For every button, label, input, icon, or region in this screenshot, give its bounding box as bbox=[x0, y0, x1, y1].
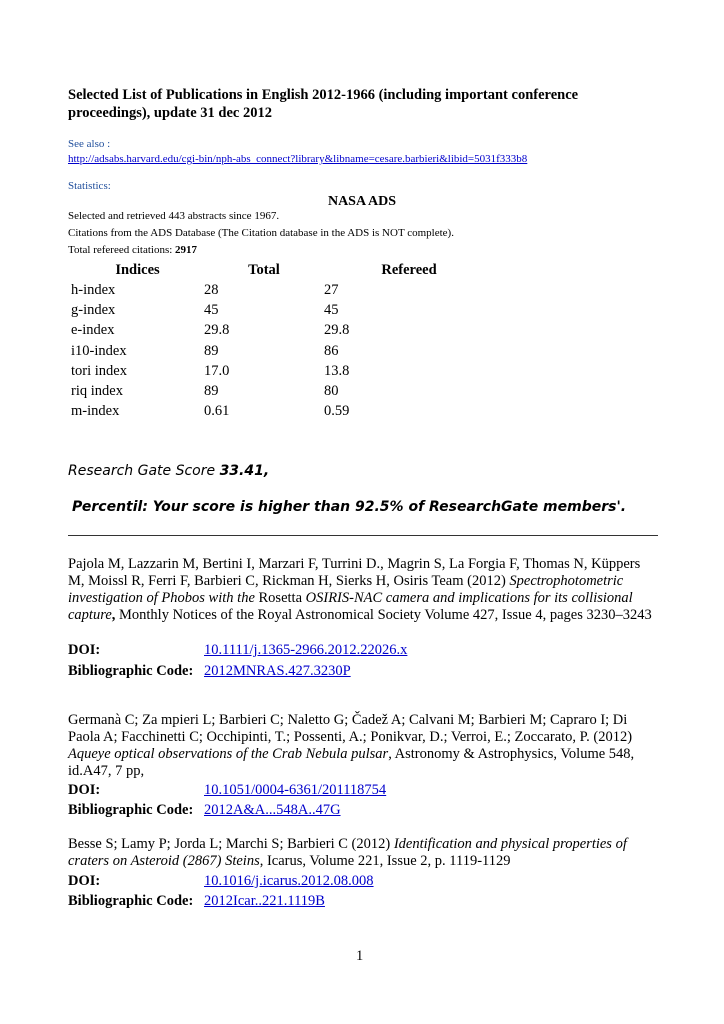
table-row bbox=[68, 321, 494, 341]
ads-abstracts-line: Selected and retrieved 443 abstracts since 1967. bbox=[68, 210, 280, 222]
publication-entry bbox=[68, 712, 658, 780]
table-row bbox=[68, 361, 494, 381]
table-row bbox=[68, 341, 494, 361]
ads-citations-line: Citations from the ADS Database (The Citation database in the ADS is NOT complete). bbox=[68, 227, 454, 239]
ads-library-link[interactable]: http://adsabs.harvard.edu/cgi-bin/nph-abs_connect?library&libname=cesare.barbieri&libid=5031f333b8 bbox=[68, 153, 528, 165]
doi-label: DOI: bbox=[68, 782, 101, 798]
index-name: m-index bbox=[71, 403, 120, 420]
publication-title-part: Spectrophotometric investigation of Phobos with the bbox=[68, 573, 624, 606]
doi-link[interactable]: 10.1051/0004-6361/201118754 bbox=[204, 782, 387, 798]
page-number: 1 bbox=[356, 948, 364, 964]
refereed-citations-label: Total refereed citations: bbox=[68, 244, 176, 256]
section-divider bbox=[68, 535, 658, 536]
header-refereed: Refereed bbox=[381, 261, 437, 278]
index-total: 28 bbox=[204, 281, 219, 298]
index-name: e-index bbox=[71, 322, 115, 339]
index-refereed: 13.8 bbox=[324, 362, 350, 379]
bibcode-label: Bibliographic Code: bbox=[68, 893, 194, 909]
publication-journal: , Icarus, Volume 221, Issue 2, p. 1119-1129 bbox=[259, 853, 511, 869]
index-total: 0.61 bbox=[204, 403, 230, 420]
researchgate-percentile: Percentil: Your score is higher than 92.5% of ResearchGate members'. bbox=[72, 499, 627, 515]
see-also-label: See also : bbox=[68, 138, 111, 150]
statistics-label: Statistics: bbox=[68, 180, 111, 192]
index-refereed: 86 bbox=[324, 342, 339, 359]
index-name: g-index bbox=[71, 301, 116, 318]
table-row bbox=[68, 300, 494, 320]
publication-journal: Monthly Notices of the Royal Astronomical Society Volume 427, Issue 4, pages 3230–3243 bbox=[115, 607, 652, 623]
bibcode-label: Bibliographic Code: bbox=[68, 663, 194, 679]
indices-table bbox=[68, 260, 494, 422]
document-title: Selected List of Publications in English 2012-1966 (including important conference proceedings), update 31 dec 2012 bbox=[68, 87, 579, 121]
indices-header-row bbox=[68, 260, 494, 280]
publication-entry bbox=[68, 556, 658, 624]
publication-authors: Pajola M, Lazzarin M, Bertini I, Marzari F, Turrini D., Magrin S, La Forgia F, Thomas N, Küppers M, Moissl R, Ferri F, Barbieri C, Rickman H, Sierks H, Osiris Team (2012) bbox=[68, 556, 641, 589]
refereed-citations-value: 2917 bbox=[175, 244, 198, 256]
bibcode-label: Bibliographic Code: bbox=[68, 802, 194, 818]
header-indices: Indices bbox=[115, 261, 160, 278]
index-name: riq index bbox=[71, 383, 123, 400]
refereed-citations-line bbox=[68, 242, 197, 258]
publication-authors: Germanà C; Za mpieri L; Barbieri C; Naletto G; Čadež A; Calvani M; Barbieri M; Capraro I; Di Paola A; Facchinetti C; Occhipinti, T.; Possenti, A.; Ponikvar, D.; Verroi, E.; Zoccarato, P. (2012) bbox=[68, 712, 633, 745]
header-total: Total bbox=[248, 261, 280, 278]
index-refereed: 45 bbox=[324, 301, 339, 318]
doi-label: DOI: bbox=[68, 873, 101, 889]
index-refereed: 27 bbox=[324, 281, 339, 298]
index-refereed: 29.8 bbox=[324, 322, 350, 339]
bibcode-link[interactable]: 2012A&A...548A..47G bbox=[204, 802, 341, 818]
table-row bbox=[68, 381, 494, 401]
index-refereed: 0.59 bbox=[324, 403, 350, 420]
index-total: 45 bbox=[204, 301, 219, 318]
doi-link[interactable]: 10.1016/j.icarus.2012.08.008 bbox=[204, 873, 374, 889]
index-refereed: 80 bbox=[324, 383, 339, 400]
index-name: h-index bbox=[71, 281, 116, 298]
publication-title-part: OSIRIS-NAC camera and implications for its collisional capture bbox=[68, 590, 633, 623]
index-name: i10-index bbox=[71, 342, 127, 359]
researchgate-score-value: 33.41, bbox=[219, 463, 270, 479]
index-total: 89 bbox=[204, 383, 219, 400]
publication-authors: Besse S; Lamy P; Jorda L; Marchi S; Barbieri C (2012) bbox=[68, 836, 394, 852]
table-row bbox=[68, 402, 494, 422]
index-total: 89 bbox=[204, 342, 219, 359]
index-total: 17.0 bbox=[204, 362, 230, 379]
researchgate-score-label: Research Gate Score bbox=[68, 463, 220, 479]
doi-label: DOI: bbox=[68, 642, 101, 658]
bibcode-link[interactable]: 2012Icar..221.1119B bbox=[204, 893, 325, 909]
nasa-ads-heading: NASA ADS bbox=[327, 194, 397, 209]
table-row bbox=[68, 280, 494, 300]
publication-title: Identification and physical properties of craters on Asteroid (2867) Steins bbox=[68, 836, 627, 869]
publication-entry bbox=[68, 836, 658, 870]
doi-link[interactable]: 10.1111/j.1365-2966.2012.22026.x bbox=[204, 642, 408, 658]
publication-journal: , Astronomy & Astrophysics, Volume 548, id.A47, 7 pp, bbox=[68, 746, 635, 779]
publication-comma: , bbox=[111, 607, 116, 623]
index-total: 29.8 bbox=[204, 322, 230, 339]
publication-rosetta: Rosetta bbox=[258, 590, 306, 606]
index-name: tori index bbox=[71, 362, 127, 379]
researchgate-score bbox=[68, 463, 269, 479]
bibcode-link[interactable]: 2012MNRAS.427.3230P bbox=[204, 663, 351, 679]
publication-title: Aqueye optical observations of the Crab Nebula pulsar bbox=[68, 746, 389, 762]
